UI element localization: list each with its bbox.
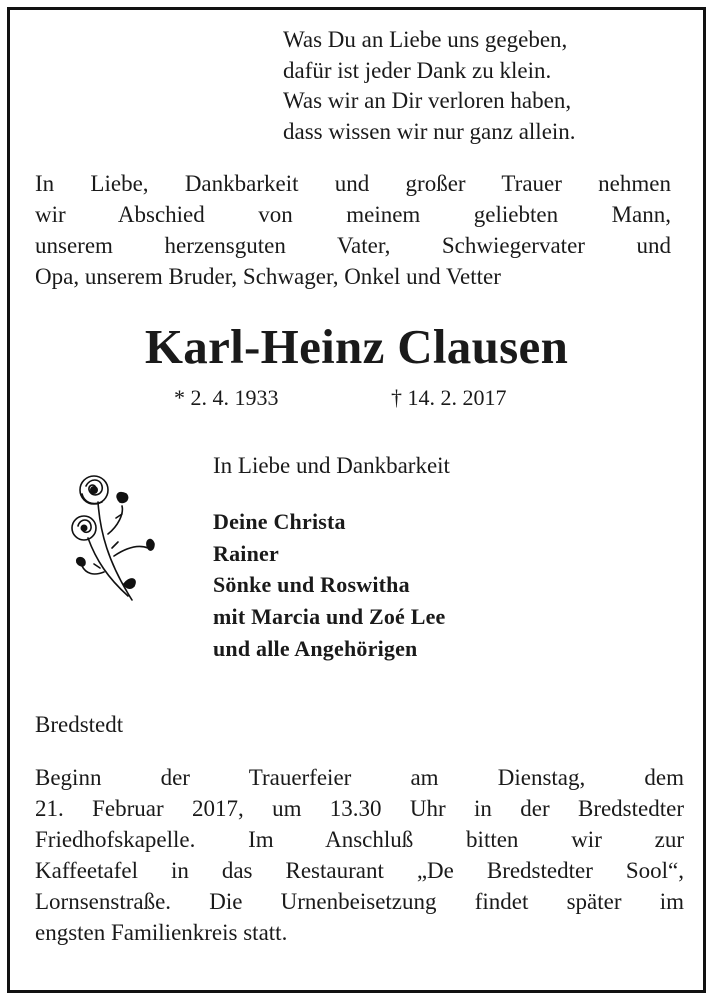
funeral-info (35, 762, 684, 948)
poem-line: Was Du an Liebe uns gegeben, (283, 27, 568, 52)
mourner-line: und alle Angehörigen (213, 635, 418, 661)
funeral-line: 21. Februar 2017, um 13.30 Uhr in der Bredstedter (35, 796, 684, 821)
poem (283, 25, 683, 147)
funeral-line: Friedhofskapelle. Im Anschluß bitten wir zur (35, 827, 684, 852)
poem-line: dass wissen wir nur ganz allein. (283, 118, 576, 144)
place: Bredstedt (35, 712, 124, 737)
rose-icon (64, 472, 156, 604)
intro-line: unserem herzensguten Vater, Schwiegervater und (35, 233, 671, 258)
intro-line: wir Abschied von meinem geliebten Mann, (35, 202, 671, 227)
intro-line: In Liebe, Dankbarkeit und großer Trauer nehmen (35, 171, 671, 196)
mourner-line: mit Marcia und Zoé Lee (213, 604, 446, 630)
death-date: † 14. 2. 2017 (391, 385, 507, 410)
birth-date: * 2. 4. 1933 (174, 385, 279, 410)
funeral-line: Beginn der Trauerfeier am Dienstag, dem (35, 765, 684, 790)
funeral-line: Lornsenstraße. Die Urnenbeisetzung findet später im (35, 889, 684, 914)
poem-line: dafür ist jeder Dank zu klein. (283, 57, 552, 83)
funeral-line: Kaffeetafel in das Restaurant „De Bredstedter Sool“, (35, 858, 684, 883)
mourners-list (213, 506, 446, 665)
funeral-line: engsten Familienkreis statt. (35, 920, 288, 945)
intro-line: Opa, unserem Bruder, Schwager, Onkel und Vetter (35, 264, 501, 289)
poem-line: Was wir an Dir verloren haben, (283, 88, 572, 113)
mourner-line: Deine Christa (213, 509, 346, 534)
intro-text (35, 168, 671, 292)
mourner-line: Sönke und Roswitha (213, 572, 410, 598)
mourner-line: Rainer (213, 540, 279, 566)
thanks-line: In Liebe und Dankbarkeit (213, 453, 450, 478)
deceased-name: Karl-Heinz Clausen (144, 319, 569, 374)
